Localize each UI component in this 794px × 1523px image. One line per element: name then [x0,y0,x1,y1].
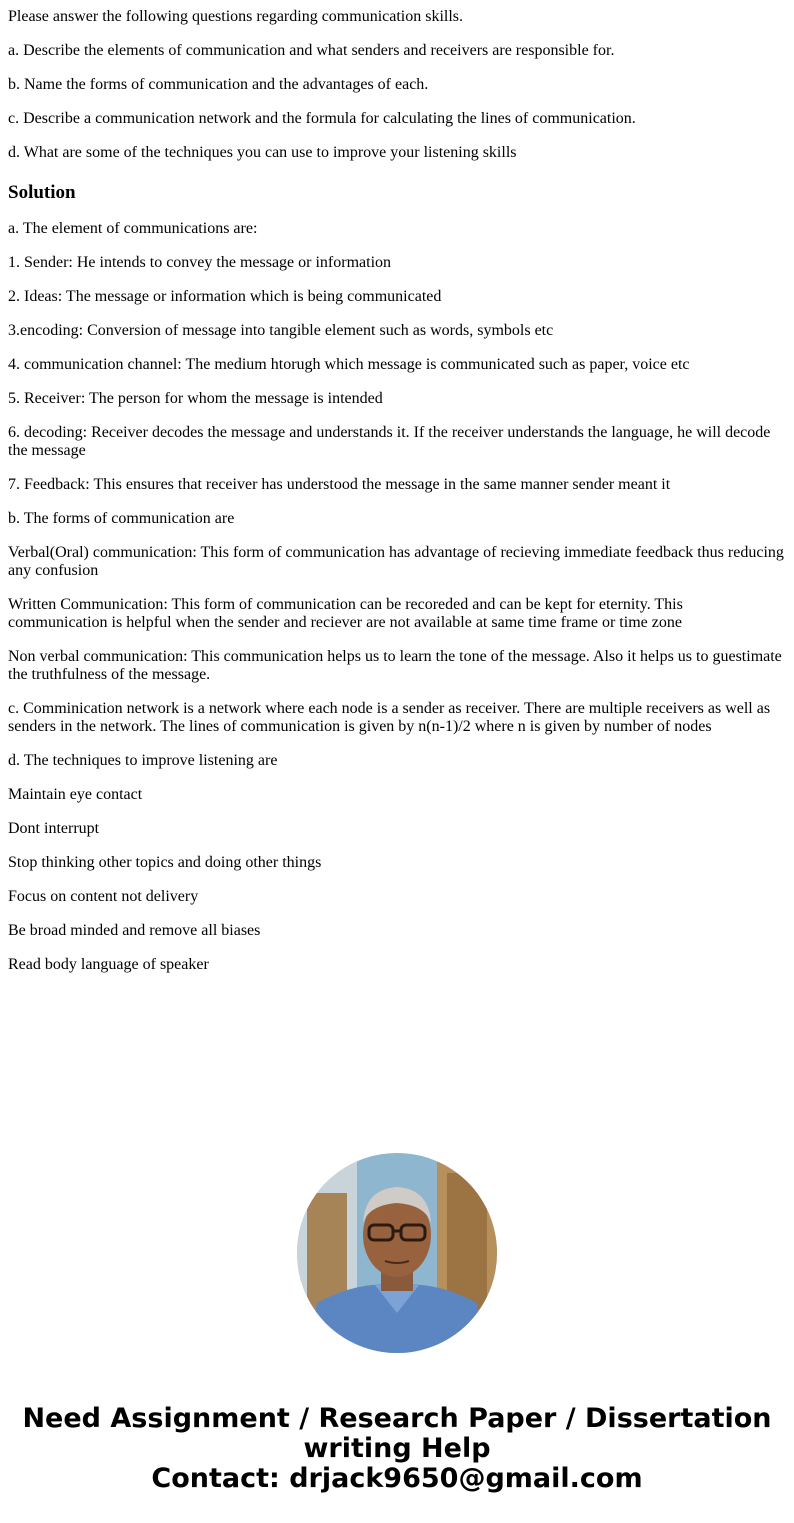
answer-paragraph: Verbal(Oral) communication: This form of communication has advantage of recieving immediate feedback thus reducing any confusion [8,544,784,579]
document-body [8,8,786,990]
listening-technique: Focus on content not delivery [8,888,199,905]
question-d: d. What are some of the techniques you can use to improve your listening skills [8,144,517,161]
contact-banner [0,1404,794,1494]
question-b: b. Name the forms of communication and the advantages of each. [8,76,429,93]
answer-paragraph: b. The forms of communication are [8,510,235,527]
author-avatar [297,1153,497,1353]
question-a: a. Describe the elements of communication and what senders and receivers are responsible for. [8,42,615,59]
answer-paragraph: 2. Ideas: The message or information which is being communicated [8,288,442,305]
answer-paragraph: 5. Receiver: The person for whom the message is intended [8,390,383,407]
answer-paragraph: Non verbal communication: This communication helps us to learn the tone of the message. Also it helps us to guestimate the truthfulness of the message. [8,648,782,683]
contact-email: Contact: drjack9650@gmail.com [151,1463,643,1494]
listening-technique: Read body language of speaker [8,956,209,973]
answer-paragraph: 3.encoding: Conversion of message into tangible element such as words, symbols etc [8,322,554,339]
answer-paragraph: 6. decoding: Receiver decodes the message and understands it. If the receiver understands the language, he will decode the message [8,424,771,459]
answer-paragraph: 4. communication channel: The medium htorugh which message is communicated such as paper, voice etc [8,356,690,373]
answer-paragraph: 1. Sender: He intends to convey the message or information [8,254,392,271]
answer-paragraph: a. The element of communications are: [8,220,258,237]
question-intro: Please answer the following questions regarding communication skills. [8,8,464,25]
banner-line-1: Need Assignment / Research Paper / Dissertation [22,1403,772,1434]
answer-paragraph: d. The techniques to improve listening are [8,752,278,769]
answer-paragraph: c. Comminication network is a network where each node is a sender as receiver. There are multiple receivers as well as senders in the network. The lines of communication is given by n(n-1)/2 where n is given by number of nodes [8,700,771,735]
listening-technique: Be broad minded and remove all biases [8,922,261,939]
listening-technique: Dont interrupt [8,820,100,837]
listening-technique: Maintain eye contact [8,786,143,803]
banner-line-2: writing Help [303,1433,491,1464]
listening-technique: Stop thinking other topics and doing other things [8,854,322,871]
question-c: c. Describe a communication network and the formula for calculating the lines of communication. [8,110,636,127]
answer-paragraph: 7. Feedback: This ensures that receiver has understood the message in the same manner sender meant it [8,476,671,493]
answer-paragraph: Written Communication: This form of communication can be recoreded and can be kept for eternity. This communication is helpful when the sender and reciever are not available at same time frame or time zone [8,596,683,631]
solution-heading: Solution [8,182,76,203]
